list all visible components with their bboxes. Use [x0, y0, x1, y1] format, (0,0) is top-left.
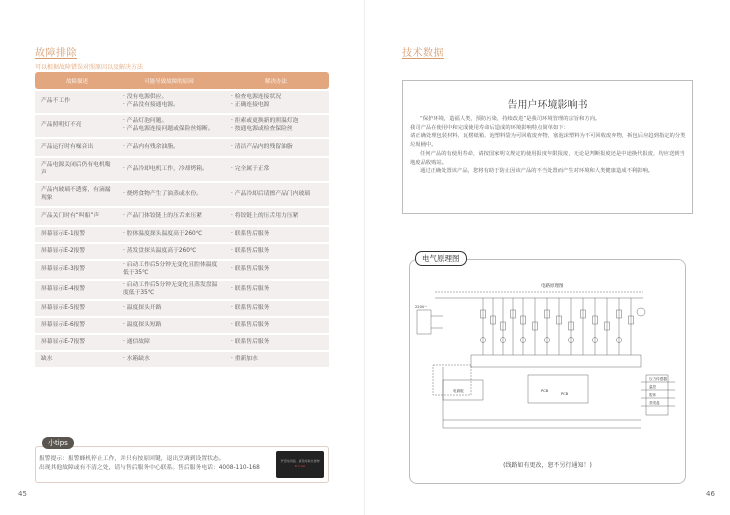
fault-solutions: [223, 286, 329, 294]
panel-label-4: 蒸发盘: [649, 401, 660, 405]
cause-item: · 水箱缺水: [123, 356, 223, 364]
solution-item: · 联系售后服务: [231, 248, 329, 256]
solution-item: · 正确连接电源: [231, 102, 329, 110]
fault-description: 产品内玻璃不透雾，有滴漏现象: [41, 186, 111, 201]
solution-item: · 联系售后服务: [231, 305, 329, 313]
cause-item: · 产品电源连接问题或保险丝熔断。: [123, 126, 223, 134]
tips-line-2: 出现其他故障或有不清之处，请与售后服务中心联系。售后服务电话：4008-110-168: [39, 465, 260, 472]
solution-item: · 产品冷却后请擦产品门内玻璃: [231, 191, 329, 199]
electrical-diagram-note: (线路如有更改，恕不另行通知！): [503, 462, 592, 469]
fault-description: 产品照明灯不亮: [41, 122, 82, 129]
env-paragraph-2: 我司产品在使用中和完成使用寿命后造成的环境影响特点简单如下：: [410, 124, 569, 131]
board-label-power: 电源板: [453, 389, 464, 393]
table-header: [35, 72, 329, 89]
env-paragraph-1: “保护环境，造福人类，预防污染，持续改进”是我司环境管理的宗旨和方向。: [420, 116, 601, 122]
environment-statement-heading: 告用户环境影响书: [507, 100, 588, 111]
fault-solutions: [223, 305, 329, 313]
fault-causes: [115, 144, 223, 152]
panel-label-3: 腔体: [649, 393, 657, 397]
table-row: [35, 208, 329, 225]
env-paragraph-4: 任何产品的有使用寿命，请按国家明文规定的使用报度年限报废，无论是判断报废还是中途换代报废，均应送到当地废品收购站。: [410, 150, 685, 166]
page-number-right: 46: [706, 490, 715, 498]
solution-item: · 拒索或更换新的照温灯泡: [231, 118, 329, 126]
solution-item: · 检查电源连接状况: [231, 94, 329, 102]
fault-solutions: [223, 231, 329, 239]
display-thumbnail: [276, 451, 324, 478]
fault-description: 产品关门时有“叫船”声: [41, 212, 100, 219]
fault-causes: [115, 191, 223, 199]
panel-label-2: 温控: [649, 385, 657, 389]
fault-causes: [115, 166, 223, 174]
fault-solutions: [223, 191, 329, 199]
cause-item: · 启动工作后5分钟无变化且腔体温度低于35℃: [123, 262, 223, 277]
table-row: [35, 227, 329, 242]
fault-causes: [115, 213, 223, 221]
table-row: [35, 318, 329, 333]
fault-causes: [115, 356, 223, 364]
cause-item: · 温度探头短路: [123, 322, 223, 330]
board-label-pcb: PCB: [541, 389, 549, 393]
troubleshooting-subtitle: 可以根据故障错误对照原因以及解决方法: [35, 64, 144, 71]
table-row: [35, 335, 329, 350]
fault-description: 屏幕显示E-7报警: [41, 338, 86, 345]
fault-causes: [115, 118, 223, 133]
fault-solutions: [223, 248, 329, 256]
table-row: [35, 115, 329, 137]
solution-item: · 按通电源或检查保险丝: [231, 126, 329, 134]
table-body: [35, 91, 329, 367]
environment-statement-body: [410, 115, 686, 176]
fault-solutions: [223, 266, 329, 274]
solution-item: · 清洁产品内的残留油脂: [231, 144, 329, 152]
cause-item: · 通信故障: [123, 339, 223, 347]
solution-item: · 联系售后服务: [231, 322, 329, 330]
fault-causes: [115, 262, 223, 277]
fault-solutions: [223, 322, 329, 330]
fault-causes: [115, 94, 223, 109]
fault-causes: [115, 339, 223, 347]
table-row: [35, 301, 329, 316]
fault-description: 产品运行时有噪音出: [41, 143, 94, 150]
schematic-components: [481, 298, 646, 355]
schematic-title: 电路原理图: [541, 284, 564, 289]
fault-solutions: [223, 339, 329, 347]
fault-description: 屏幕显示E-5报警: [41, 304, 86, 311]
cause-item: · 启动工作后5分钟无变化且蒸发盘温度低于35℃: [123, 282, 223, 297]
troubleshooting-title: 故障排除: [35, 48, 77, 59]
fault-causes: [115, 322, 223, 330]
table-row: [35, 183, 329, 206]
schematic-lamp: [637, 308, 645, 316]
cause-item: · 产品内有残余油脂。: [123, 144, 223, 152]
power-input-label: 220V~: [415, 305, 428, 309]
fault-solutions: [223, 166, 329, 174]
fault-solutions: [223, 118, 329, 133]
header-causes: 可能导致故障的原因: [144, 78, 194, 85]
fault-solutions: [223, 94, 329, 109]
cause-item: · 产品灯泡问题。: [123, 118, 223, 126]
thumbnail-message: 烹饪时间到，请及时取出食物: [280, 459, 320, 463]
table-row: [35, 158, 329, 181]
table-row: [35, 281, 329, 299]
fault-description: 屏幕显示E-6报警: [41, 321, 86, 328]
cause-item: · 产品冷却电机工作，冷却烤箱。: [123, 166, 223, 174]
tips-text: [39, 455, 274, 474]
solution-item: · 完全属于正常: [231, 166, 329, 174]
table-row: [35, 91, 329, 113]
fault-description: 屏幕显示E-2报警: [41, 247, 86, 254]
fault-causes: [115, 231, 223, 239]
panel-label-1: 压力传感器: [649, 377, 667, 381]
table-row: [35, 244, 329, 259]
table-row: [35, 352, 329, 367]
table-row: [35, 139, 329, 156]
schematic-wiring: [417, 292, 675, 428]
troubleshooting-table: [35, 72, 329, 367]
fault-causes: [115, 305, 223, 313]
circuit-schematic: [413, 270, 683, 440]
header-solutions: 解决办法: [264, 78, 287, 85]
solution-item: · 联系售后服务: [231, 286, 329, 294]
fault-solutions: [223, 144, 329, 152]
cause-item: · 蒸发盘探头温度高于260℃: [123, 248, 223, 256]
solution-item: · 联系售后服务: [231, 339, 329, 347]
env-paragraph-5: 通过正确处置该产品，您将有助于防止因该产品的不当处置而产生对环境和人类健康造成不利影响。: [420, 168, 654, 175]
cause-item: · 没有电源供应。: [123, 94, 223, 102]
solution-item: · 联系售后服务: [231, 231, 329, 239]
page-number-left: 45: [18, 490, 27, 498]
technical-data-title: 技术数据: [402, 48, 444, 59]
fault-causes: [115, 282, 223, 297]
cause-item: · 温度探头开路: [123, 305, 223, 313]
thumbnail-code: E-1 AA: [294, 463, 306, 468]
solution-item: · 重新加水: [231, 356, 329, 364]
fault-description: 产品电源关闭后仍有电机嗡声: [41, 161, 111, 176]
fault-description: 屏幕显示E-4报警: [41, 286, 86, 293]
fault-description: 屏幕显示E-1报警: [41, 230, 86, 237]
cause-item: · 产品门体铰链上的压舌来压紧: [123, 213, 223, 221]
board-label-pcb-sub: PCB: [561, 392, 569, 396]
tips-line-1: 报警提示：报警蜂机停止工作，并只有按原回键，退出烹调到设置状态。: [39, 456, 225, 462]
fault-description: 缺水: [41, 355, 53, 362]
cause-item: · 产品没有接通电源。: [123, 102, 223, 110]
fault-description: 产品不工作: [41, 98, 70, 105]
header-description: 故障描述: [65, 78, 88, 85]
cause-item: · 腔体温度探头温度高于260℃: [123, 231, 223, 239]
fault-solutions: [223, 356, 329, 364]
fault-solutions: [223, 213, 329, 221]
env-paragraph-3: 请正确处理包装材料，瓦楞纸箱、泡塑料袋为可回收废弃物，塞泡沫塑料为不可回收废弃物，拆包后应趋到指定的分类垃圾桶中。: [410, 133, 686, 149]
cause-item: · 烧烤食物产生了油蒸或水份。: [123, 191, 223, 199]
electrical-diagram-label: 电气原理图: [415, 251, 467, 266]
fault-description: 屏幕显示E-3报警: [41, 266, 86, 273]
tips-label: 小tips: [42, 437, 74, 449]
fault-causes: [115, 248, 223, 256]
solution-item: · 将铰链上的压舌用力压紧: [231, 213, 329, 221]
table-row: [35, 261, 329, 279]
solution-item: · 联系售后服务: [231, 266, 329, 274]
